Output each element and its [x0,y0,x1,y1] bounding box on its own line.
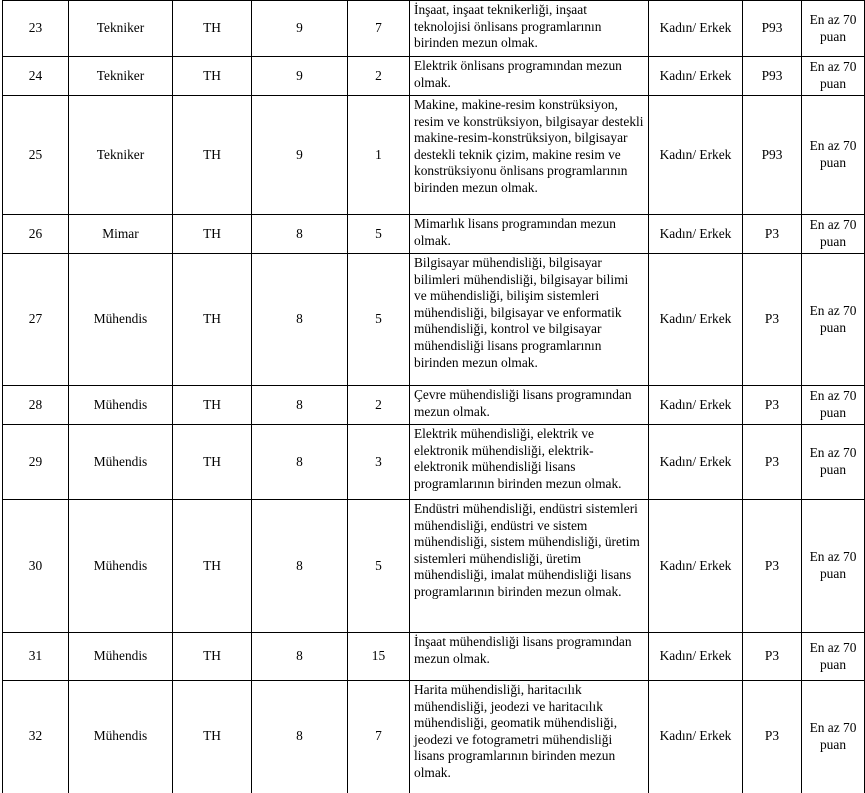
table-row [3,386,865,425]
class-cell: TH [173,500,252,633]
row-number-cell: 27 [3,254,69,386]
requirement-cell: Bilgisayar mühendisliği, bilgisayar bilimleri mühendisliği, bilgisayar bilimi ve mühendisliği, bilişim sistemleri mühendisliği, bilgisayar ve enformatik mühendisliği, kontrol ve bilgisayar mühendisliği lisans programlarının birinden mezun olmak. [410,254,649,386]
title-cell: Tekniker [69,96,173,215]
class-cell: TH [173,633,252,681]
gender-cell: Kadın/ Erkek [649,254,743,386]
count-cell: 7 [348,1,410,57]
table-row [3,254,865,386]
title-cell: Mimar [69,215,173,254]
count-cell: 15 [348,633,410,681]
title-cell: Mühendis [69,254,173,386]
count-cell: 3 [348,425,410,500]
min-score-cell: En az 70 puan [802,386,865,425]
count-cell: 2 [348,57,410,96]
row-number-cell: 29 [3,425,69,500]
grade-cell: 8 [252,500,348,633]
title-cell: Mühendis [69,681,173,793]
count-cell: 5 [348,215,410,254]
grade-cell: 9 [252,1,348,57]
class-cell: TH [173,425,252,500]
score-type-cell: P3 [743,633,802,681]
requirement-cell: Elektrik mühendisliği, elektrik ve elektronik mühendisliği, elektrik-elektronik mühendisliği lisans programlarının birinden mezun olmak. [410,425,649,500]
requirement-cell: Mimarlık lisans programından mezun olmak. [410,215,649,254]
score-type-cell: P3 [743,425,802,500]
score-type-cell: P93 [743,57,802,96]
title-cell: Tekniker [69,1,173,57]
min-score-cell: En az 70 puan [802,633,865,681]
count-cell: 7 [348,681,410,793]
title-cell: Mühendis [69,425,173,500]
min-score-cell: En az 70 puan [802,500,865,633]
grade-cell: 9 [252,57,348,96]
min-score-cell: En az 70 puan [802,96,865,215]
requirement-cell: İnşaat mühendisliği lisans programından mezun olmak. [410,633,649,681]
count-cell: 1 [348,96,410,215]
score-type-cell: P3 [743,386,802,425]
gender-cell: Kadın/ Erkek [649,425,743,500]
score-type-cell: P3 [743,500,802,633]
gender-cell: Kadın/ Erkek [649,57,743,96]
requirement-cell: Elektrik önlisans programından mezun olmak. [410,57,649,96]
row-number-cell: 30 [3,500,69,633]
gender-cell: Kadın/ Erkek [649,1,743,57]
row-number-cell: 26 [3,215,69,254]
row-number-cell: 32 [3,681,69,793]
min-score-cell: En az 70 puan [802,1,865,57]
requirement-cell: Makine, makine-resim konstrüksiyon, resim ve konstrüksiyon, bilgisayar destekli makine-resim-konstrüksiyon, bilgisayar destekli teknik çizim, makine resim ve konstrüksiyonu önlisans programlarının birinden mezun olmak. [410,96,649,215]
count-cell: 5 [348,500,410,633]
class-cell: TH [173,254,252,386]
class-cell: TH [173,681,252,793]
row-number-cell: 24 [3,57,69,96]
min-score-cell: En az 70 puan [802,681,865,793]
count-cell: 5 [348,254,410,386]
table-row [3,681,865,793]
min-score-cell: En az 70 puan [802,215,865,254]
gender-cell: Kadın/ Erkek [649,96,743,215]
requirement-cell: Çevre mühendisliği lisans programından mezun olmak. [410,386,649,425]
requirement-cell: Endüstri mühendisliği, endüstri sistemleri mühendisliği, endüstri ve sistem mühendisliği, sistem mühendisliği, üretim sistemleri mühendisliği, üretim mühendisliği, imalat mühendisliği lisans programlarının birinden mezun olmak. [410,500,649,633]
class-cell: TH [173,215,252,254]
title-cell: Tekniker [69,57,173,96]
min-score-cell: En az 70 puan [802,425,865,500]
min-score-cell: En az 70 puan [802,254,865,386]
row-number-cell: 25 [3,96,69,215]
min-score-cell: En az 70 puan [802,57,865,96]
gender-cell: Kadın/ Erkek [649,215,743,254]
table-row [3,425,865,500]
gender-cell: Kadın/ Erkek [649,386,743,425]
requirement-cell: İnşaat, inşaat teknikerliği, inşaat teknolojisi önlisans programlarının birinden mezun olmak. [410,1,649,57]
score-type-cell: P3 [743,215,802,254]
class-cell: TH [173,57,252,96]
gender-cell: Kadın/ Erkek [649,633,743,681]
table-row [3,633,865,681]
grade-cell: 8 [252,425,348,500]
table-row [3,500,865,633]
grade-cell: 8 [252,254,348,386]
class-cell: TH [173,386,252,425]
grade-cell: 8 [252,215,348,254]
grade-cell: 8 [252,633,348,681]
table-row [3,57,865,96]
table-row [3,215,865,254]
grade-cell: 9 [252,96,348,215]
row-number-cell: 31 [3,633,69,681]
title-cell: Mühendis [69,500,173,633]
score-type-cell: P3 [743,681,802,793]
gender-cell: Kadın/ Erkek [649,500,743,633]
grade-cell: 8 [252,681,348,793]
table-row [3,1,865,57]
count-cell: 2 [348,386,410,425]
score-type-cell: P93 [743,96,802,215]
class-cell: TH [173,1,252,57]
positions-table [2,0,865,793]
gender-cell: Kadın/ Erkek [649,681,743,793]
grade-cell: 8 [252,386,348,425]
title-cell: Mühendis [69,386,173,425]
row-number-cell: 28 [3,386,69,425]
title-cell: Mühendis [69,633,173,681]
row-number-cell: 23 [3,1,69,57]
requirement-cell: Harita mühendisliği, haritacılık mühendisliği, jeodezi ve haritacılık mühendisliği, geomatik mühendisliği, jeodezi ve fotogrametri mühendisliği lisans programlarının birinden mezun olmak. [410,681,649,793]
score-type-cell: P3 [743,254,802,386]
class-cell: TH [173,96,252,215]
score-type-cell: P93 [743,1,802,57]
table-row [3,96,865,215]
